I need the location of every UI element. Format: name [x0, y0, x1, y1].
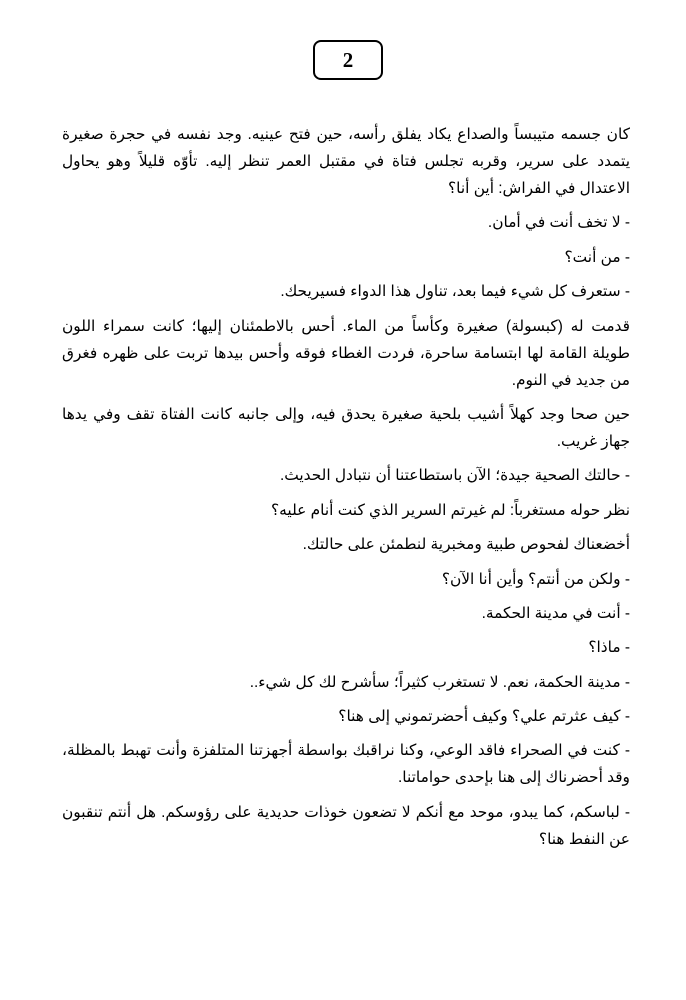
- paragraph: - أنت في مدينة الحكمة.: [481, 604, 630, 622]
- paragraph: حين صحا وجد كهلاً أشيب بلحية صغيرة يحدق فيه، وإلى جانبه كانت الفتاة تقف وفي يدها جهاز غريب.: [62, 405, 630, 450]
- paragraph: قدمت له (كبسولة) صغيرة وكأساً من الماء. أحس بالاطمئنان إليها؛ كانت سمراء اللون طويلة القامة لها ابتسامة ساحرة، فردت الغطاء فوقه وأحس بيدها تربت على ظهره فغرق من جديد في النوم.: [62, 317, 630, 389]
- paragraph: - لا تخف أنت في أمان.: [487, 214, 630, 232]
- paragraph: - ماذا؟: [588, 639, 630, 657]
- paragraph: - ولكن من أنتم؟ وأين أنا الآن؟: [441, 570, 630, 588]
- paragraph: - حالتك الصحية جيدة؛ الآن باستطاعتنا أن نتبادل الحديث.: [279, 467, 630, 485]
- page-number: 2: [342, 47, 354, 72]
- page-number-box: [313, 40, 383, 80]
- paragraph: - مدينة الحكمة، نعم. لا تستغرب كثيراً؛ سأشرح لك كل شيء..: [249, 673, 630, 691]
- paragraph: - لباسكم، كما يبدو، موحد مع أنكم لا تضعون خوذات حديدية على رؤوسكم. هل أنتم تنقبون عن النفط هنا؟: [62, 803, 630, 848]
- paragraph: كان جسمه متيبساً والصداع يكاد يفلق رأسه، حين فتح عينيه. وجد نفسه في حجرة صغيرة يتمدد على سرير، وقربه تجلس فتاة في مقتبل العمر تنظر إليه. تأوّه قليلاً وهو يحاول الاعتدال في الفراش: أين أنا؟: [62, 126, 630, 197]
- paragraph: أخضعناك لفحوص طبية ومخبرية لنطمئن على حالتك.: [302, 536, 630, 554]
- paragraph: - ستعرف كل شيء فيما بعد، تناول هذا الدواء فسيريحك.: [280, 283, 630, 301]
- story-text: [62, 121, 630, 860]
- paragraph: - كنت في الصحراء فاقد الوعي، وكنا نراقبك بواسطة أجهزتنا المتلفزة وأنت تهبط بالمظلة، وقد أحضرناك إلى هنا بإحدى حواماتنا.: [62, 742, 630, 787]
- paragraph: - من أنت؟: [564, 248, 630, 266]
- paragraph: - كيف عثرتم علي؟ وكيف أحضرتموني إلى هنا؟: [338, 708, 630, 726]
- paragraph: نظر حوله مستغرباً: لم غيرتم السرير الذي كنت أنام عليه؟: [271, 501, 630, 519]
